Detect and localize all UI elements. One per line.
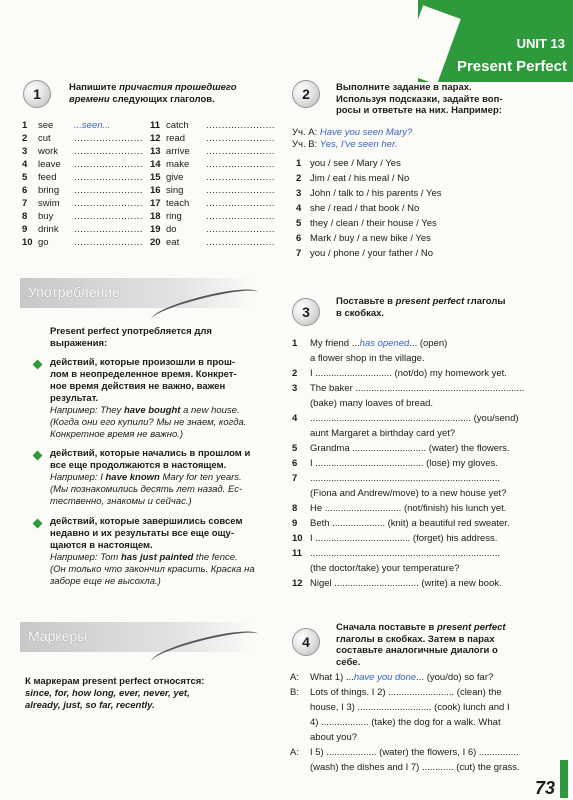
unit-header-band [418,0,573,82]
ex4-line-rest: ... (you/do) so far? [416,672,494,683]
ex1-item [22,211,143,223]
ex1-item [150,159,275,171]
ex2-item-number: 3 [296,188,302,199]
ex1-item-number: 18 [150,211,161,222]
ex1-item-verb: swim [38,198,60,209]
ex1-item-blank: ...................... [206,198,276,209]
ex1-item-blank: ...................... [74,237,144,248]
ex3-line-number: 2 [292,368,298,379]
ex1-item-blank: ...................... [206,172,276,183]
ex1-item [150,198,275,210]
ex2-item-number: 5 [296,218,302,229]
markers-intro: К маркерам present perfect относятся: since, for, how long, ever, never, yet, already, just, so far, recently. [25,676,205,711]
ex2-item [296,218,437,230]
ex2-item-number: 1 [296,158,302,169]
ex3-line-number: 8 [292,503,298,514]
usage-bullet-2: действий, которые начались в прошлом и все еще продолжаются в настоящем. Например: I have known Mary for ten years. (Мы познакомились десять лет назад. Ес- тественно, знакомы и сейчас.) [50,448,251,507]
ex3-line [292,533,497,545]
ex3-line [292,383,524,395]
ex1-item [150,237,275,249]
ex3-line-number: 4 [292,413,298,424]
ex3-line [292,563,459,575]
exercise-1-instruction: Напишите причастия прошедшего времени следующих глаголов. [69,82,237,105]
ex1-item [22,185,143,197]
ex4-speaker: A: [290,747,299,758]
ex1-item-verb: ring [166,211,182,222]
ex1-item-verb: eat [166,237,180,248]
exercise-4-badge: 4 [292,628,320,656]
ex2-item-number: 4 [296,203,302,214]
ex3-line [292,353,425,365]
exercise-2-example-a: Уч. А: Have you seen Mary? [292,127,413,138]
ex1-item [22,133,143,145]
ex1-item-verb: leave [38,159,61,170]
ex1-item-blank: ...................... [206,133,276,144]
ex3-line-answer: has opened [359,338,410,349]
ex4-line [290,672,493,684]
ex3-line-text: ............................................................. (you/send) [310,413,519,424]
ex3-line [292,578,502,590]
ex1-item-verb: arrive [166,146,190,157]
ex4-line-text: (wash) the dishes and I 7) ............ (cut) the grass. [310,762,520,773]
ex1-item-number: 16 [150,185,161,196]
ex1-item-number: 8 [22,211,28,222]
ex1-item-number: 11 [150,120,161,131]
ex1-item-verb: feed [38,172,57,183]
ex2-item [296,158,401,170]
ex2-item-text: you / see / Mary / Yes [310,158,401,169]
ex2-item [296,188,442,200]
ex3-line-text: The baker ................................................................ [310,383,525,394]
bullet-3-icon [33,519,43,529]
ex3-line-text: (bake) many loaves of bread. [310,398,434,409]
ex1-item-verb: read [166,133,186,144]
ex3-line-number: 7 [292,473,298,484]
ex1-item-number: 1 [22,120,28,131]
ex4-line [290,747,519,759]
ex1-item-number: 3 [22,146,28,157]
page-number: 73 [535,778,556,798]
ex3-line [292,413,519,425]
exercise-2-instruction: Выполните задание в парах. Используя подсказки, задайте воп- росы и ответьте на них. Например: [336,82,503,116]
ex1-item-number: 15 [150,172,161,183]
ex4-speaker: B: [290,687,299,698]
ex1-item-blank: ...................... [206,120,276,131]
ex1-item-blank: ...................... [206,224,276,235]
ex4-line [290,687,502,699]
ex4-line [290,717,501,729]
unit-title: UNIT 13 [516,36,565,51]
ex2-item [296,173,409,185]
ex1-item-blank: ...................... [206,159,276,170]
ex1-item [150,120,275,132]
ex1-item [22,172,143,184]
ex1-item-number: 13 [150,146,161,157]
ex3-line [292,368,507,380]
ex2-item [296,233,431,245]
unit-topic: Present Perfect [456,58,567,75]
markers-banner: Маркеры [20,622,255,652]
ex3-line [292,473,500,485]
ex4-line [290,732,357,744]
ex1-item-verb: catch [166,120,189,131]
ex4-line [290,702,510,714]
exercise-1-badge: 1 [23,80,51,108]
ex4-line-text: house, I 3) ............................ (cook) lunch and I [310,702,510,713]
ex4-line-answer: have you done [353,672,417,683]
ex2-item-text: they / clean / their house / Yes [310,218,437,229]
usage-banner: Употребление [20,278,255,308]
ex3-line-text: My friend ... [310,338,360,349]
ex3-line-text: (Fiona and Andrew/move) to a new house yet? [310,488,507,499]
ex1-item-blank: ...................... [74,172,144,183]
ex1-item-blank: ...................... [206,185,276,196]
usage-bullet-1: действий, которые произошли в прош- лом в неопределенное время. Конкрет- ное время действия не важно, важен результат. Например: They have bought a new house. (Когда они его купили? Мы не знаем, когда. Конкретное время не важно.) [50,357,247,440]
ex3-line-number: 11 [292,548,303,559]
ex1-item [150,133,275,145]
ex1-item-number: 20 [150,237,161,248]
ex3-line-number: 6 [292,458,298,469]
ex3-line-number: 5 [292,443,298,454]
ex3-line-text: Beth .................... (knit) a beautiful red sweater. [310,518,510,529]
ex2-item-number: 6 [296,233,302,244]
ex4-line-text: about you? [310,732,358,743]
ex1-item-number: 17 [150,198,161,209]
ex2-item-number: 7 [296,248,302,259]
ex3-line-number: 10 [292,533,303,544]
ex3-line-number: 3 [292,383,298,394]
ex1-item-verb: cut [38,133,51,144]
ex3-line [292,398,433,410]
ex1-item [150,211,275,223]
ex3-line [292,548,500,560]
ex1-item-number: 4 [22,159,28,170]
ex4-line [290,762,520,774]
ex3-line [292,488,506,500]
ex1-item-number: 9 [22,224,28,235]
ex3-line-text: a flower shop in the village. [310,353,425,364]
ex1-item [22,159,143,171]
ex1-item-verb: drink [38,224,59,235]
ex3-line-text: I ......................................... (lose) my gloves. [310,458,498,469]
ex1-item-number: 6 [22,185,28,196]
ex1-item-number: 5 [22,172,28,183]
ex1-item [22,198,143,210]
ex2-item-number: 2 [296,173,302,184]
ex3-line [292,458,498,470]
ex3-line [292,443,510,455]
ex1-item-verb: do [166,224,177,235]
exercise-4-instruction: Сначала поставьте в present perfect глаголы в скобках. Затем в парах составьте аналогичные диалоги о себе. [336,622,506,668]
ex1-item-blank: ...................... [206,211,276,222]
ex3-line-text: ........................................................................ [310,548,501,559]
ex4-line-text: 4) .................. (take) the dog for a walk. What [310,717,501,728]
ex1-item-number: 7 [22,198,28,209]
ex1-item-verb: buy [38,211,54,222]
ex1-item-verb: work [38,146,59,157]
ex1-item-verb: bring [38,185,60,196]
ex1-item-verb: make [166,159,190,170]
ex1-item-number: 19 [150,224,161,235]
usage-intro: Present perfect употребляется для выражения: [50,326,212,349]
page-edge-bar [560,760,568,798]
ex1-item-verb: sing [166,185,184,196]
ex4-line-text: Lots of things. I 2) ......................... (clean) the [310,687,502,698]
ex3-line [292,338,447,350]
ex3-line-text: aunt Margaret a birthday card yet? [310,428,456,439]
ex3-line-rest: ... (open) [409,338,448,349]
ex1-item-blank: ...................... [206,146,276,157]
ex4-line-text: I 5) ................... (water) the flowers, I 6) ............... [310,747,519,758]
ex3-line [292,518,510,530]
bullet-1-icon [33,360,43,370]
ex4-line-text: What 1) ... [310,672,354,683]
ex3-line-text: ........................................................................ [310,473,501,484]
ex3-line-number: 1 [292,338,298,349]
ex1-item-blank: ...................... [74,185,144,196]
ex1-item-verb: go [38,237,49,248]
ex2-item-text: Mark / buy / a new bike / Yes [310,233,431,244]
bullet-2-icon [33,451,43,461]
ex1-item-blank: ...................... [74,224,144,235]
ex1-item [150,224,275,236]
ex1-item [22,237,143,249]
ex1-item-blank: ...................... [74,159,144,170]
ex2-item-text: John / talk to / his parents / Yes [310,188,442,199]
ex1-item [22,120,110,132]
ex1-item-verb: give [166,172,184,183]
ex3-line-text: (the doctor/take) your temperature? [310,563,460,574]
ex1-item-blank: ...................... [74,146,144,157]
ex2-item [296,248,433,260]
ex1-item-blank: ...................... [206,237,276,248]
ex1-item-number: 14 [150,159,161,170]
ex3-line-text: Nigel ................................ (write) a new book. [310,578,502,589]
ex1-item [150,185,275,197]
ex1-item-verb: teach [166,198,190,209]
ex1-item-answer: ...seen... [74,120,111,131]
ex4-speaker: A: [290,672,299,683]
ex1-item-number: 12 [150,133,161,144]
ex1-item-blank: ...................... [74,211,144,222]
exercise-3-instruction: Поставьте в present perfect глаголы в скобках. [336,296,506,319]
ex1-item [22,224,143,236]
ex3-line-text: He ............................. (not/finish) his lunch yet. [310,503,507,514]
ex3-line [292,428,455,440]
ex2-item-text: Jim / eat / his meal / No [310,173,410,184]
ex3-line-number: 12 [292,578,303,589]
ex1-item [150,172,275,184]
ex1-item-verb: see [38,120,54,131]
ex3-line-text: I .................................... (forget) his address. [310,533,498,544]
ex3-line [292,503,506,515]
ex2-item-text: she / read / that book / No [310,203,420,214]
ex1-item [150,146,275,158]
ex3-line-text: I ............................. (not/do) my homework yet. [310,368,507,379]
ex2-item-text: you / phone / your father / No [310,248,434,259]
exercise-3-badge: 3 [292,298,320,326]
ex3-line-text: Grandma ............................ (water) the flowers. [310,443,510,454]
exercise-2-example-b: Уч. В: Yes, I've seen her. [292,139,398,150]
ex2-item [296,203,419,215]
ex3-line-number: 9 [292,518,298,529]
usage-bullet-3: действий, которые завершились совсем недавно и их результаты все еще ощу- щаются в настоящем. Например: Tom has just painted the fence. (Он только что закончил красить. Краска на заборе еще не высохла.) [50,516,255,587]
ex1-item-number: 10 [22,237,33,248]
ex1-item-number: 2 [22,133,28,144]
ex1-item-blank: ...................... [74,198,144,209]
exercise-2-badge: 2 [292,80,320,108]
ex1-item-blank: ...................... [74,133,144,144]
ex1-item [22,146,143,158]
